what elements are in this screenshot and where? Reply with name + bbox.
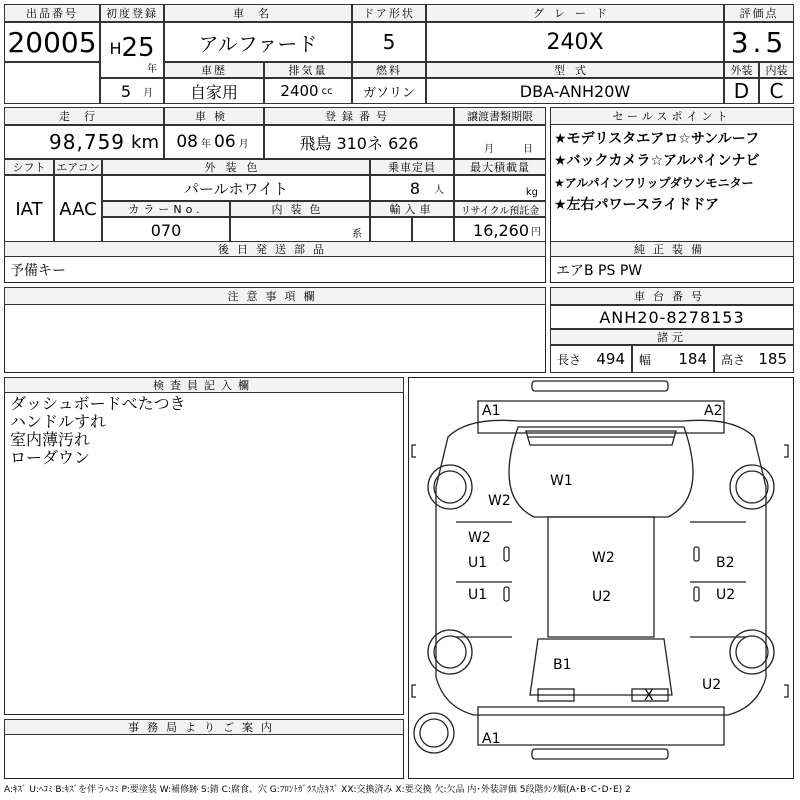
later-parts-value: 予備キー <box>10 263 66 279</box>
capacity-label: 乗車定員 <box>370 159 454 175</box>
displacement-cell <box>264 78 352 104</box>
insp-year-unit: 年 <box>201 138 211 150</box>
first-reg-month-cell <box>100 78 164 104</box>
wheel-rear-right-inner <box>736 636 768 668</box>
insp-month: 06 <box>214 132 236 152</box>
displacement-label: 排気量 <box>264 62 352 78</box>
ext-color: パールホワイト <box>102 175 370 201</box>
wheel-front-right-inner <box>736 471 768 503</box>
import-label: 輸入車 <box>370 201 454 217</box>
interior-grade-label: 内装 <box>759 62 794 78</box>
width: 184 <box>678 350 707 368</box>
mark-b2: B2 <box>716 555 735 571</box>
dims-label: 諸元 <box>550 329 794 345</box>
int-color-label: 内装色 <box>230 201 370 217</box>
interior-grade: C <box>759 78 794 104</box>
insp-month-unit: 月 <box>238 138 249 150</box>
handle-left-2 <box>504 587 509 601</box>
exterior-grade-label: 外装 <box>724 62 759 78</box>
mark-w1: W1 <box>550 473 573 489</box>
mileage-cell <box>4 125 164 159</box>
color-no-label: カラーNo. <box>102 201 230 217</box>
wheel-front-left-inner <box>434 471 466 503</box>
lot-no-label: 出品番号 <box>4 4 100 22</box>
chassis-label: 車台番号 <box>550 287 794 305</box>
mark-u1-door: U1 <box>468 555 488 571</box>
mark-u2-roof: U2 <box>592 589 612 605</box>
mark-a1-bottom: A1 <box>482 731 501 747</box>
car-name: アルファード <box>164 22 352 62</box>
legend: A:ｷｽﾞ U:ﾍｺﾐ B:ｷｽﾞを伴うﾍｺﾐ P:要塗装 W:補修跡 S:錆 C:腐食、穴 G:ﾌﾛﾝﾄｶﾞﾗｽ点ｷｽﾞ XX:交換済み X:要交換 欠:欠品 内･外装評価 5段階ﾗﾝｸ順(A･B･C･D･E) 2 <box>4 785 631 795</box>
int-color-cell <box>230 217 370 243</box>
year-unit: 年 <box>147 64 157 75</box>
first-reg-label: 初度登録 <box>100 4 164 22</box>
rear-bumper-bottom <box>532 749 668 759</box>
inspector-note: ダッシュボードべたつき <box>10 394 186 413</box>
inspector-note: ローダウン <box>10 448 91 467</box>
inspector-notes <box>10 395 400 467</box>
length-cell <box>550 345 632 373</box>
reg-no: 飛鳥 310ネ 626 <box>264 125 454 159</box>
ac: AAC <box>54 175 102 243</box>
genuine-equipment-label: 純正装備 <box>550 241 794 257</box>
width-label: 幅 <box>639 352 652 367</box>
genuine-equipment-value: エアB PS PW <box>556 263 643 279</box>
inspection-label: 車検 <box>164 107 264 125</box>
hood <box>509 427 693 517</box>
recycle-label: リサイクル預託金 <box>454 201 546 217</box>
bracket-right-top <box>784 445 788 457</box>
rear-bumper <box>478 707 724 745</box>
width-cell <box>632 345 714 373</box>
color-no: 070 <box>102 217 230 243</box>
later-parts-label: 後日発送部品 <box>4 241 546 257</box>
mileage-label: 走行 <box>4 107 164 125</box>
bracket-left-bottom <box>412 685 416 697</box>
mileage: 98,759 <box>49 130 126 154</box>
rear-window <box>530 639 672 695</box>
inspector-note: 室内薄汚れ <box>10 430 91 449</box>
bracket-right-bottom <box>784 685 788 697</box>
bracket-left-top <box>412 445 416 457</box>
first-reg-year-cell <box>100 22 164 78</box>
height-label: 高さ <box>721 352 746 367</box>
ext-color-label: 外装色 <box>102 159 370 175</box>
history-label: 車歴 <box>164 62 264 78</box>
model: DBA-ANH20W <box>426 78 724 104</box>
height: 185 <box>758 350 787 368</box>
reg-no-label: 登録番号 <box>264 107 454 125</box>
mark-a2-top: A2 <box>704 403 723 419</box>
inspection-cell <box>164 125 264 159</box>
transfer-month-unit: 月 <box>484 144 494 155</box>
import-cell-a <box>370 217 412 243</box>
recycle: 16,260 <box>473 220 529 240</box>
history: 自家用 <box>164 78 264 104</box>
load-unit: kg <box>525 187 538 198</box>
mark-w2-roof: W2 <box>592 550 615 566</box>
import-cell-b <box>412 217 454 243</box>
handle-right-2 <box>694 587 699 601</box>
sales-points-list <box>554 128 792 216</box>
mileage-unit: km <box>131 131 159 153</box>
mark-w2-door: W2 <box>468 530 491 546</box>
front-bumper-outline <box>478 401 724 433</box>
grade-label: グレード <box>426 4 724 22</box>
handle-left-1 <box>504 547 509 561</box>
sales-points-label: セールスポイント <box>550 107 794 125</box>
first-reg-year: 25 <box>121 33 155 63</box>
lot-no-blank <box>4 62 100 104</box>
transfer-label: 譲渡書類期限 <box>454 107 546 125</box>
mark-u1-rear-door: U1 <box>468 587 488 603</box>
exterior-grade: D <box>724 78 759 104</box>
caution-label: 注意事項欄 <box>4 287 546 305</box>
insp-year: 08 <box>176 132 198 152</box>
mark-a1-top: A1 <box>482 403 501 419</box>
month-unit: 月 <box>143 87 154 99</box>
lot-no: 20005 <box>4 22 100 62</box>
recycle-unit: 円 <box>531 226 541 238</box>
length: 494 <box>596 350 625 368</box>
load-label: 最大積載量 <box>454 159 546 175</box>
roof <box>548 517 654 637</box>
ac-label: エアコン <box>54 159 102 175</box>
door: 5 <box>352 22 426 62</box>
mark-u2-rear: U2 <box>702 677 722 693</box>
spare-wheel-inner <box>420 719 448 747</box>
handle-right-1 <box>694 547 699 561</box>
capacity-cell <box>370 175 454 201</box>
recycle-cell <box>454 217 546 243</box>
sales-point-item: ★アルパインフリップダウンモニター <box>554 176 754 190</box>
mark-w2-left: W2 <box>488 493 511 509</box>
shift-label: シフト <box>4 159 54 175</box>
displacement: 2400 <box>280 82 319 100</box>
sales-point-item: ★バックカメラ☆アルパインナビ <box>554 153 760 169</box>
era: H <box>109 39 122 58</box>
inspector-note: ハンドルすれ <box>10 412 107 431</box>
door-label: ドア形状 <box>352 4 426 22</box>
grade: 240X <box>426 22 724 62</box>
transfer-day-unit: 日 <box>523 144 533 155</box>
fuel-label: 燃料 <box>352 62 426 78</box>
office-label: 事務局よりご案内 <box>4 719 404 735</box>
load-cell <box>454 175 546 201</box>
sales-point-item: ★左右パワースライドドア <box>554 197 720 213</box>
sales-point-item: ★モデリスタエアロ☆サンルーフ <box>554 131 760 147</box>
score-label: 評価点 <box>724 4 794 22</box>
inspector-label: 検査員記入欄 <box>4 377 404 393</box>
car-diagram <box>408 377 794 779</box>
mark-b1: B1 <box>553 657 572 673</box>
mark-u2-right: U2 <box>716 587 736 603</box>
length-label: 長さ <box>557 352 582 367</box>
car-name-label: 車名 <box>164 4 352 22</box>
score: 3.5 <box>724 22 794 62</box>
model-label: 型式 <box>426 62 724 78</box>
capacity-unit: 人 <box>434 184 444 196</box>
transfer-cell <box>454 125 546 159</box>
chassis-no: ANH20-8278153 <box>550 305 794 329</box>
displacement-unit: cc <box>321 85 333 97</box>
height-cell <box>714 345 794 373</box>
int-color-unit: 系 <box>352 229 362 240</box>
mark-x: X <box>644 688 654 704</box>
fuel: ガソリン <box>352 78 426 104</box>
front-bumper-top <box>532 381 668 391</box>
shift: IAT <box>4 175 54 243</box>
first-reg-month: 5 <box>120 81 132 101</box>
wheel-rear-left-inner <box>434 636 466 668</box>
capacity: 8 <box>409 178 420 198</box>
